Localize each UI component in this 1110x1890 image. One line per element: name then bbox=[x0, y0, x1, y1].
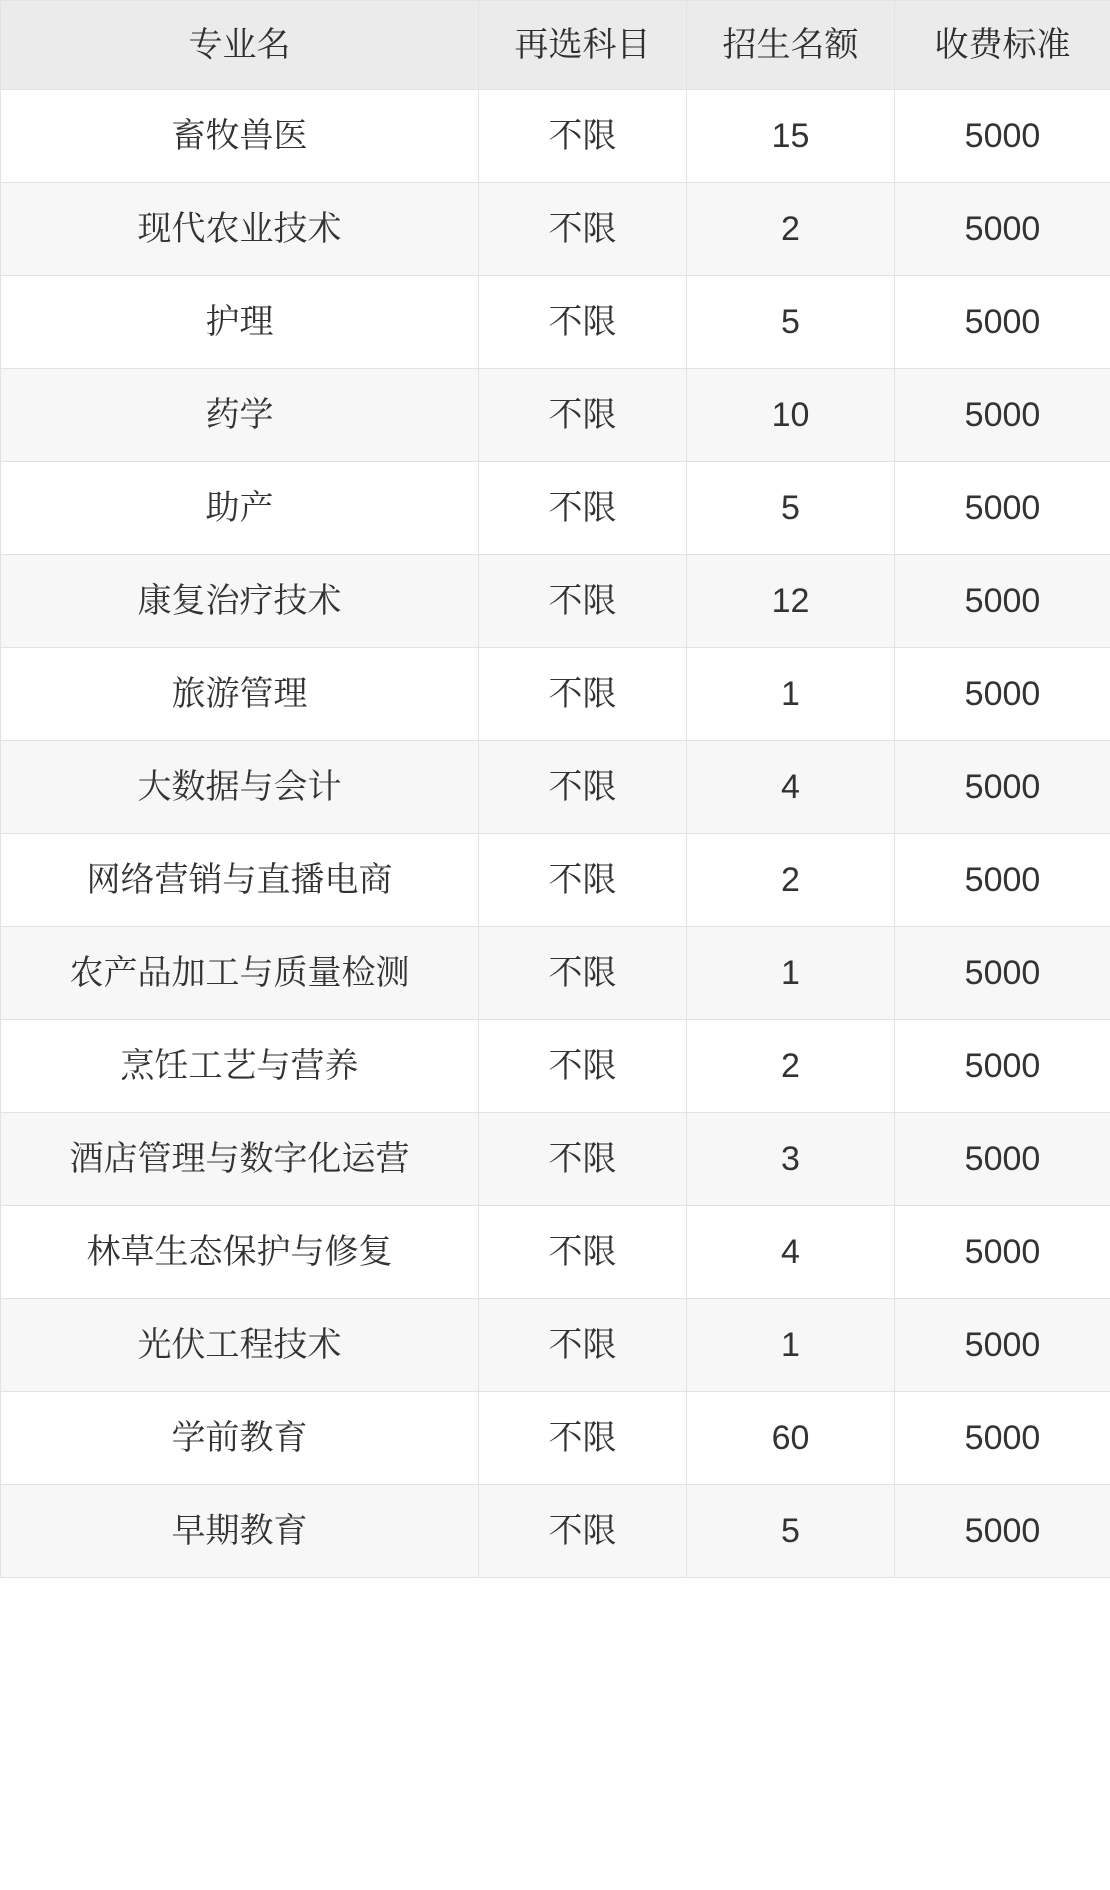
cell-fee: 5000 bbox=[895, 183, 1110, 276]
cell-fee: 5000 bbox=[895, 462, 1110, 555]
cell-quota: 1 bbox=[687, 1299, 895, 1392]
table-row bbox=[1, 834, 1110, 927]
cell-major: 网络营销与直播电商 bbox=[1, 834, 479, 927]
cell-quota: 12 bbox=[687, 555, 895, 648]
cell-subject: 不限 bbox=[479, 90, 687, 183]
cell-fee: 5000 bbox=[895, 1485, 1110, 1578]
cell-major: 烹饪工艺与营养 bbox=[1, 1020, 479, 1113]
cell-quota: 2 bbox=[687, 1020, 895, 1113]
cell-major: 现代农业技术 bbox=[1, 183, 479, 276]
cell-major: 酒店管理与数字化运营 bbox=[1, 1113, 479, 1206]
cell-major: 林草生态保护与修复 bbox=[1, 1206, 479, 1299]
cell-major: 农产品加工与质量检测 bbox=[1, 927, 479, 1020]
cell-quota: 5 bbox=[687, 276, 895, 369]
cell-fee: 5000 bbox=[895, 90, 1110, 183]
cell-quota: 3 bbox=[687, 1113, 895, 1206]
cell-quota: 1 bbox=[687, 648, 895, 741]
column-header-fee: 收费标准 bbox=[895, 1, 1110, 90]
cell-subject: 不限 bbox=[479, 1485, 687, 1578]
column-header-major: 专业名 bbox=[1, 1, 479, 90]
table-body bbox=[1, 90, 1110, 1578]
cell-major: 光伏工程技术 bbox=[1, 1299, 479, 1392]
cell-quota: 60 bbox=[687, 1392, 895, 1485]
table-row bbox=[1, 741, 1110, 834]
cell-subject: 不限 bbox=[479, 927, 687, 1020]
cell-major: 旅游管理 bbox=[1, 648, 479, 741]
table-row bbox=[1, 462, 1110, 555]
cell-fee: 5000 bbox=[895, 927, 1110, 1020]
cell-fee: 5000 bbox=[895, 648, 1110, 741]
table-row bbox=[1, 276, 1110, 369]
cell-fee: 5000 bbox=[895, 741, 1110, 834]
cell-fee: 5000 bbox=[895, 1299, 1110, 1392]
table-row bbox=[1, 1392, 1110, 1485]
cell-quota: 10 bbox=[687, 369, 895, 462]
cell-fee: 5000 bbox=[895, 369, 1110, 462]
cell-major: 畜牧兽医 bbox=[1, 90, 479, 183]
table-row bbox=[1, 1113, 1110, 1206]
cell-fee: 5000 bbox=[895, 834, 1110, 927]
table-header-row bbox=[1, 1, 1110, 90]
cell-major: 康复治疗技术 bbox=[1, 555, 479, 648]
table-header bbox=[1, 1, 1110, 90]
table-row bbox=[1, 369, 1110, 462]
cell-subject: 不限 bbox=[479, 834, 687, 927]
cell-subject: 不限 bbox=[479, 1299, 687, 1392]
cell-quota: 4 bbox=[687, 1206, 895, 1299]
cell-fee: 5000 bbox=[895, 1206, 1110, 1299]
cell-subject: 不限 bbox=[479, 183, 687, 276]
cell-major: 学前教育 bbox=[1, 1392, 479, 1485]
cell-subject: 不限 bbox=[479, 1113, 687, 1206]
cell-major: 药学 bbox=[1, 369, 479, 462]
cell-quota: 1 bbox=[687, 927, 895, 1020]
table-row bbox=[1, 183, 1110, 276]
cell-fee: 5000 bbox=[895, 276, 1110, 369]
cell-subject: 不限 bbox=[479, 1020, 687, 1113]
table-row bbox=[1, 648, 1110, 741]
cell-fee: 5000 bbox=[895, 555, 1110, 648]
cell-subject: 不限 bbox=[479, 276, 687, 369]
cell-fee: 5000 bbox=[895, 1392, 1110, 1485]
cell-fee: 5000 bbox=[895, 1020, 1110, 1113]
table-row bbox=[1, 1020, 1110, 1113]
table-row bbox=[1, 555, 1110, 648]
cell-major: 助产 bbox=[1, 462, 479, 555]
table-row bbox=[1, 90, 1110, 183]
cell-subject: 不限 bbox=[479, 462, 687, 555]
column-header-subject: 再选科目 bbox=[479, 1, 687, 90]
table-row bbox=[1, 1206, 1110, 1299]
cell-subject: 不限 bbox=[479, 555, 687, 648]
cell-major: 早期教育 bbox=[1, 1485, 479, 1578]
table-row bbox=[1, 1299, 1110, 1392]
cell-quota: 15 bbox=[687, 90, 895, 183]
cell-subject: 不限 bbox=[479, 1206, 687, 1299]
cell-quota: 4 bbox=[687, 741, 895, 834]
cell-fee: 5000 bbox=[895, 1113, 1110, 1206]
cell-major: 大数据与会计 bbox=[1, 741, 479, 834]
cell-quota: 2 bbox=[687, 834, 895, 927]
cell-subject: 不限 bbox=[479, 741, 687, 834]
cell-quota: 2 bbox=[687, 183, 895, 276]
table-row bbox=[1, 1485, 1110, 1578]
cell-quota: 5 bbox=[687, 1485, 895, 1578]
cell-quota: 5 bbox=[687, 462, 895, 555]
cell-major: 护理 bbox=[1, 276, 479, 369]
cell-subject: 不限 bbox=[479, 1392, 687, 1485]
column-header-quota: 招生名额 bbox=[687, 1, 895, 90]
table-row bbox=[1, 927, 1110, 1020]
cell-subject: 不限 bbox=[479, 369, 687, 462]
cell-subject: 不限 bbox=[479, 648, 687, 741]
